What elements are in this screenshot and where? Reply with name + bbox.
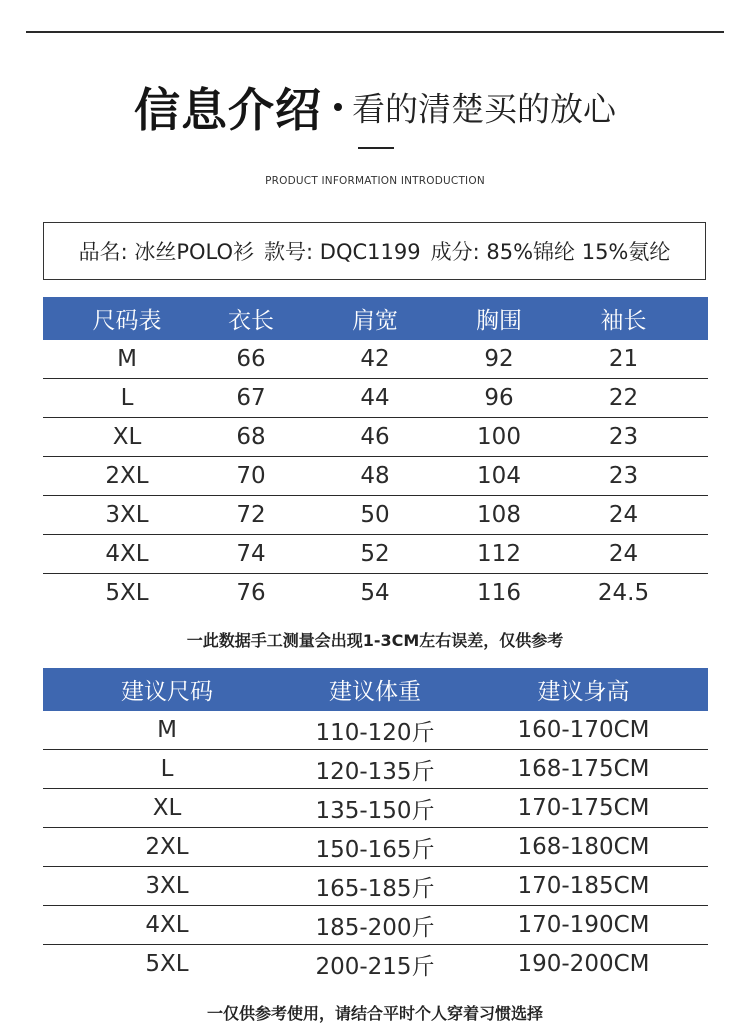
product-model: 款号: DQC1199 xyxy=(264,240,421,264)
table-cell: XL xyxy=(43,789,291,828)
table-cell: 112 xyxy=(459,535,539,574)
table-cell: 165-185斤 xyxy=(291,867,459,906)
english-subtitle: PRODUCT INFORMATION INTRODUCTION xyxy=(265,175,485,187)
table-row xyxy=(43,828,708,867)
table-row xyxy=(43,457,708,496)
table-cell: 150-165斤 xyxy=(291,828,459,867)
recommendation-header-cell: 建议身高 xyxy=(459,668,708,711)
table-cell: 50 xyxy=(291,496,459,535)
table-cell: 72 xyxy=(211,496,291,535)
table-cell: 21 xyxy=(539,340,708,379)
table-cell: 5XL xyxy=(105,580,149,606)
table-cell: 168-180CM xyxy=(459,828,708,867)
table-cell: L xyxy=(43,379,211,418)
table-cell: 4XL xyxy=(43,906,291,945)
size-chart-header-cell: 衣长 xyxy=(211,297,291,340)
page-title: 信息介绍 xyxy=(134,83,322,137)
recommendation-table xyxy=(43,668,708,983)
table-cell: 2XL xyxy=(43,457,211,496)
table-row xyxy=(43,945,708,984)
table-cell: 22 xyxy=(539,379,708,418)
table-cell: 100 xyxy=(459,418,539,457)
table-cell: 42 xyxy=(291,340,459,379)
size-chart-header-cell: 尺码表 xyxy=(43,297,211,340)
table-cell: 170-190CM xyxy=(459,906,708,945)
table-cell: 168-175CM xyxy=(459,750,708,789)
table-cell: 68 xyxy=(211,418,291,457)
table-row xyxy=(43,867,708,906)
table-cell: 170-185CM xyxy=(459,867,708,906)
table-cell: 67 xyxy=(211,379,291,418)
table-row xyxy=(43,418,708,457)
table-cell: 190-200CM xyxy=(517,951,650,977)
table-cell: 66 xyxy=(211,340,291,379)
title-row xyxy=(0,74,750,140)
table-cell: L xyxy=(43,750,291,789)
table-cell: 5XL xyxy=(145,951,189,977)
table-row xyxy=(43,789,708,828)
product-material: 成分: 85%锦纶 15%氨纶 xyxy=(430,240,671,264)
table-cell: 24 xyxy=(539,496,708,535)
recommendation-note: 一仅供参考使用，请结合平时个人穿着习惯选择 xyxy=(206,1004,543,1023)
table-row xyxy=(43,750,708,789)
table-cell: 4XL xyxy=(43,535,211,574)
table-cell: 120-135斤 xyxy=(291,750,459,789)
table-cell: 54 xyxy=(360,580,390,606)
table-cell: 110-120斤 xyxy=(291,711,459,750)
table-cell: 70 xyxy=(211,457,291,496)
size-chart-header-row xyxy=(43,297,708,340)
table-cell: 160-170CM xyxy=(459,711,708,750)
product-name: 品名: 冰丝POLO衫 xyxy=(78,240,255,264)
table-row xyxy=(43,535,708,574)
table-cell: 52 xyxy=(291,535,459,574)
table-cell: 2XL xyxy=(43,828,291,867)
size-chart-header-cell: 胸围 xyxy=(459,297,539,340)
table-row xyxy=(43,379,708,418)
table-cell: 76 xyxy=(236,580,266,606)
table-row xyxy=(43,906,708,945)
table-row xyxy=(43,711,708,750)
table-cell: 3XL xyxy=(43,867,291,906)
table-cell: 3XL xyxy=(43,496,211,535)
table-cell: 92 xyxy=(459,340,539,379)
table-cell: 24 xyxy=(539,535,708,574)
top-divider xyxy=(26,31,724,33)
table-cell: M xyxy=(43,340,211,379)
table-cell: 46 xyxy=(291,418,459,457)
size-chart-header-cell: 袖长 xyxy=(539,297,708,340)
table-cell: M xyxy=(43,711,291,750)
table-cell: 185-200斤 xyxy=(291,906,459,945)
size-chart-header-cell: 肩宽 xyxy=(291,297,459,340)
table-cell: 96 xyxy=(459,379,539,418)
table-row xyxy=(43,574,708,613)
page-subtitle: 看的清楚买的放心 xyxy=(352,89,616,129)
product-info-box xyxy=(43,222,706,280)
recommendation-header-cell: 建议体重 xyxy=(291,668,459,711)
table-row xyxy=(43,340,708,379)
table-cell: 23 xyxy=(539,457,708,496)
table-cell: 23 xyxy=(539,418,708,457)
size-chart-table xyxy=(43,297,708,612)
table-cell: 74 xyxy=(211,535,291,574)
size-chart-note: 一此数据手工测量会出现1-3CM左右误差，仅供参考 xyxy=(186,631,564,650)
table-cell: 135-150斤 xyxy=(291,789,459,828)
table-cell: 116 xyxy=(477,580,521,606)
table-cell: 48 xyxy=(291,457,459,496)
recommendation-header-cell: 建议尺码 xyxy=(43,668,291,711)
table-cell: 108 xyxy=(459,496,539,535)
recommendation-header-row xyxy=(43,668,708,711)
table-row xyxy=(43,496,708,535)
table-cell: 170-175CM xyxy=(459,789,708,828)
title-dot xyxy=(334,103,342,111)
table-cell: 104 xyxy=(459,457,539,496)
table-cell: 200-215斤 xyxy=(315,953,435,980)
title-underline xyxy=(358,147,394,149)
table-cell: XL xyxy=(43,418,211,457)
table-cell: 24.5 xyxy=(597,580,650,606)
table-cell: 44 xyxy=(291,379,459,418)
